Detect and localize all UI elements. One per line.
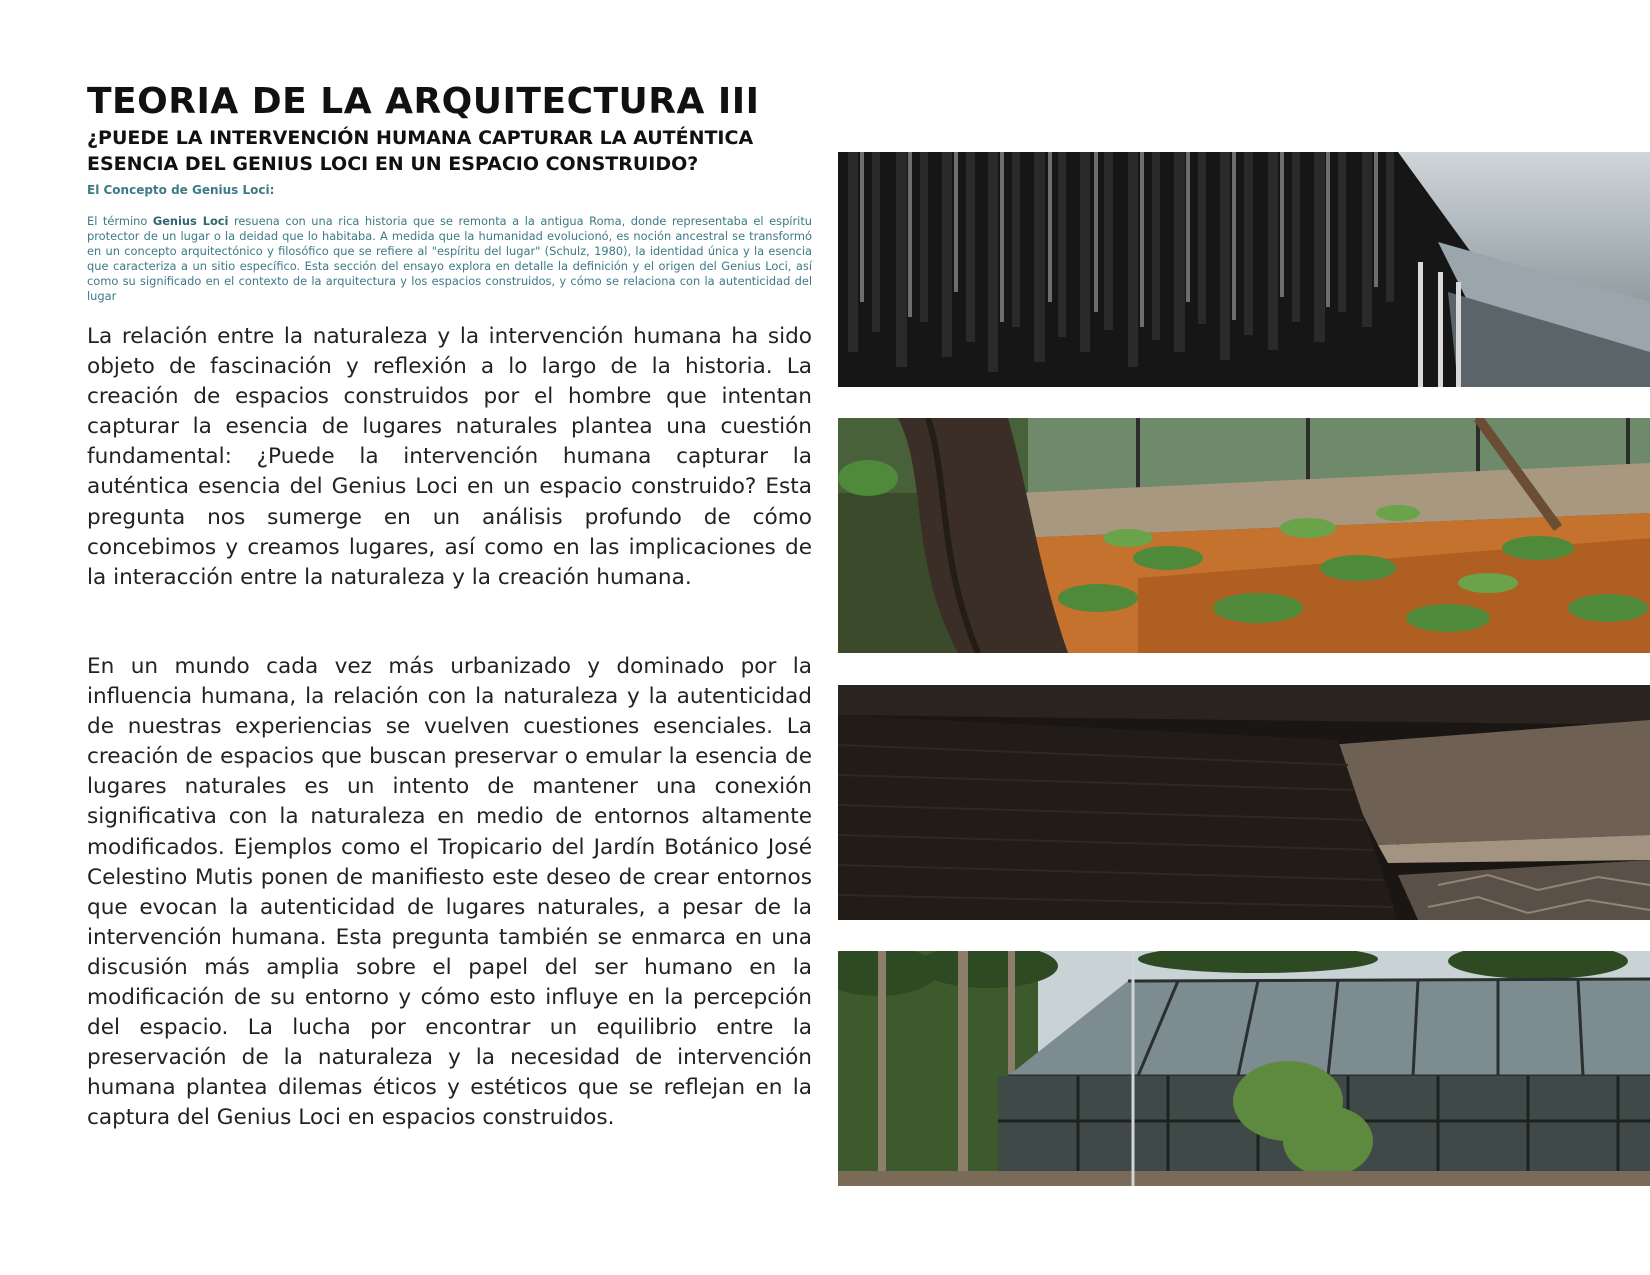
intro-text-before: El término bbox=[87, 214, 153, 228]
section-label: El Concepto de Genius Loci: bbox=[87, 183, 275, 197]
page-title: TEORIA DE LA ARQUITECTURA III bbox=[87, 81, 760, 122]
intro-highlight: Genius Loci bbox=[152, 214, 229, 228]
intro-paragraph bbox=[87, 214, 812, 304]
photo-shingle-roof bbox=[838, 685, 1650, 920]
body-paragraph-1: La relación entre la naturaleza y la intervención humana ha sido objeto de fascinación y reflexión a lo largo de la historia. La creación de espacios construidos por el hombre que intentan capturar la esencia de lugares naturales plantea una cuestión fundamental: ¿Puede la intervención humana capturar la auténtica esencia del Genius Loci en un espacio construido? Esta pregunta nos sumerge en un análisis profundo de cómo concebimos y creamos lugares, así como en las implicaciones de la interacción entre la naturaleza y la creación humana. bbox=[87, 324, 812, 590]
page-subtitle: ¿PUEDE LA INTERVENCIÓN HUMANA CAPTURAR LA AUTÉNTICA ESENCIA DEL GENIUS LOCI EN UN ESPACIO CONSTRUIDO? bbox=[87, 127, 754, 175]
photo-glass-greenhouse bbox=[838, 951, 1650, 1186]
photo-louvers-facade-graphic bbox=[838, 152, 1650, 387]
photo-glass-greenhouse-graphic bbox=[838, 951, 1650, 1186]
intro-text-after: resuena con una rica historia que se remonta a la antigua Roma, donde representaba el espíritu protector de un lugar o la deidad que lo habitaba. A medida que la humanidad evolucionó, es noción ancestral se transformó en un concepto arquitectónico y filosófico que se refiere al "espíritu del lugar" (Schulz, 1980), la identidad única y la esencia que caracteriza a un sitio específico. Esta sección del ensayo explora en detalle la definición y el origen del Genius Loci, así como su significado en el contexto de la arquitectura y los espacios construidos, y cómo se relaciona con la autenticidad del lugar bbox=[87, 214, 812, 303]
body-paragraph-2: En un mundo cada vez más urbanizado y dominado por la influencia humana, la relación con la naturaleza y la autenticidad de nuestras experiencias se vuelven cuestiones esenciales. La creación de espacios que buscan preservar o emular la esencia de lugares naturales es un intento de mantener una conexión significativa con la naturaleza en medio de entornos altamente modificados. Ejemplos como el Tropicario del Jardín Botánico José Celestino Mutis ponen de manifiesto este deseo de crear entornos que evocan la autenticidad de lugares naturales, a pesar de la intervención humana. Esta pregunta también se enmarca en una discusión más amplia sobre el papel del ser humano en la modificación de su entorno y cómo esto influye en la percepción del espacio. La lucha por encontrar un equilibrio entre la preservación de la naturaleza y la necesidad de intervención humana plantea dilemas éticos y estéticos que se reflejan en la captura del Genius Loci en espacios construidos. bbox=[87, 654, 812, 1131]
photo-tropical-interior bbox=[838, 418, 1650, 653]
photo-tropical-interior-graphic bbox=[838, 418, 1650, 653]
photo-shingle-roof-graphic bbox=[838, 685, 1650, 920]
photo-louvers-facade bbox=[838, 152, 1650, 387]
